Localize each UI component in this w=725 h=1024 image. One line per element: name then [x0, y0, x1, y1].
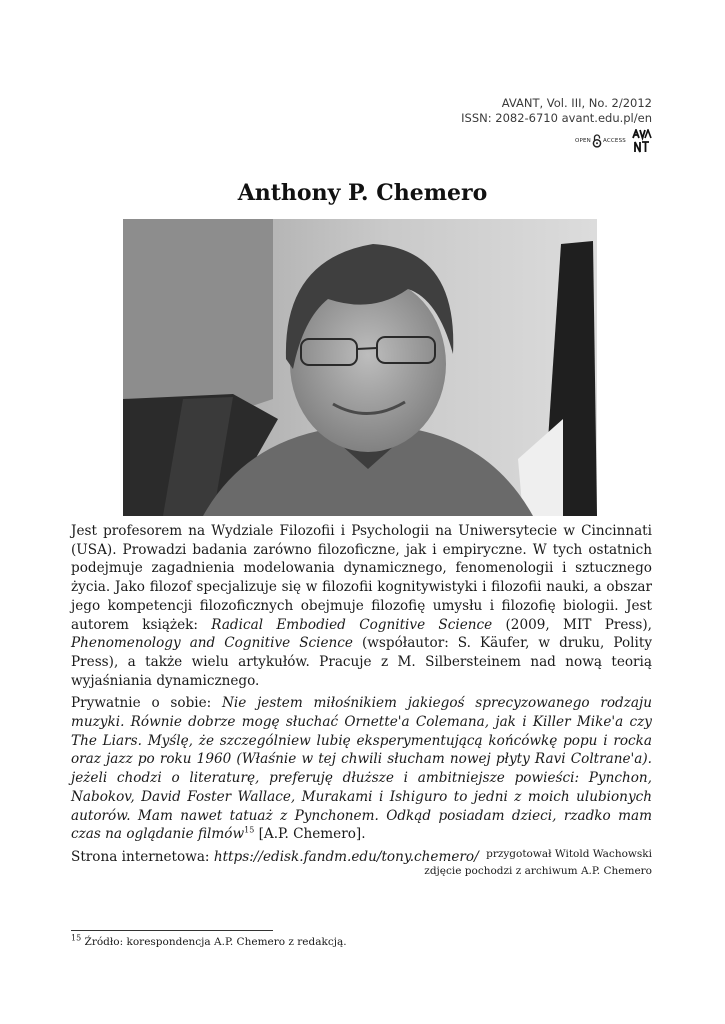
- biography: [71, 522, 652, 871]
- website-label: Strona internetowa:: [71, 848, 214, 865]
- issn-line: ISSN: 2082-6710 avant.edu.pl/en: [461, 111, 652, 125]
- prepared-by: przygotował Witold Wachowski: [486, 848, 652, 860]
- journal-line: AVANT, Vol. III, No. 2/2012: [501, 96, 652, 110]
- bio-text-1c: (współautor: S. Käufer, w druku, Polity Press), a także wielu artykułów. Pracuje z M. Silbersteinem nad nową teorią wyjaśniania dynamicznego.: [71, 635, 652, 689]
- open-access-left-text: OPEN: [574, 137, 591, 144]
- bio-text-1a: Jest profesorem na Wydziale Filozofii i Psychologii na Uniwersytecie w Cincinnati (USA). Prowadzi badania zarówno filozoficzne, jak i empiryczne. W tych ostatnich podejmuje zagadnienia modelowania dynamicznego, fenomenologii i sztucznego życia. Jako filozof specjalizuje się w filozofii kognitywistyki i filozofii nauki, a obszar jego kompetencji filozoficznych obejmuje filozofię umysłu i filozofię biologii. Jest autorem książek:: [71, 523, 652, 633]
- avant-logo: [632, 129, 652, 153]
- quote-attribution: [A.P. Chemero].: [254, 826, 366, 843]
- footnote: [71, 933, 347, 948]
- book-title-2: Phenomenology and Cognitive Science: [71, 635, 353, 652]
- page-title: Anthony P. Chemero: [237, 180, 488, 206]
- footnote-ref[interactable]: 15: [244, 825, 255, 835]
- bio-paragraph-1: [71, 522, 652, 690]
- photo-credit: zdjęcie pochodzi z archiwum A.P. Chemero: [424, 865, 652, 877]
- private-label: Prywatnie o sobie:: [71, 695, 223, 712]
- book-title-1: Radical Embodied Cognitive Science: [211, 616, 493, 633]
- website-link[interactable]: https://edisk.fandm.edu/tony.chemero/: [213, 848, 479, 865]
- credits: [424, 846, 652, 880]
- footnote-divider: [71, 930, 273, 931]
- private-quote: Nie jestem miłośnikiem jakiegoś sprecyzowanego rodzaju muzyki. Równie dobrze mogę słuchać Ornette'a Colemana, jak i Killer Mike'a czy The Liars. Myślę, że szczególniew lubię eksperymentującą końcówkę popu i rocka oraz jazz po roku 1960 (Właśnie w tej chwili słucham nowej płyty Ravi Coltrane'a). jeżeli chodzi o literaturę, preferuję dłuższe i ambitniejsze powieści: Pynchon, Nabokov, David Foster Wallace, Murakami i Ishiguro to jedni z moich ulubionych autorów. Mam nawet tatuaż z Pynchonem. Odkąd posiadam dzieci, rzadko mam czas na oglądanie filmów: [71, 695, 652, 843]
- footnote-number: 15: [71, 933, 82, 943]
- header-logos: [461, 129, 652, 153]
- bio-text-1b: (2009, MIT Press),: [492, 616, 652, 633]
- open-access-right-text: ACCESS: [602, 137, 626, 144]
- bio-paragraph-2: [71, 694, 652, 844]
- journal-header: [461, 96, 652, 153]
- portrait-photo: [123, 219, 597, 516]
- open-lock-icon: [592, 134, 602, 148]
- open-access-logo: [575, 134, 626, 149]
- footnote-text: Źródło: korespondencja A.P. Chemero z redakcją.: [81, 936, 347, 948]
